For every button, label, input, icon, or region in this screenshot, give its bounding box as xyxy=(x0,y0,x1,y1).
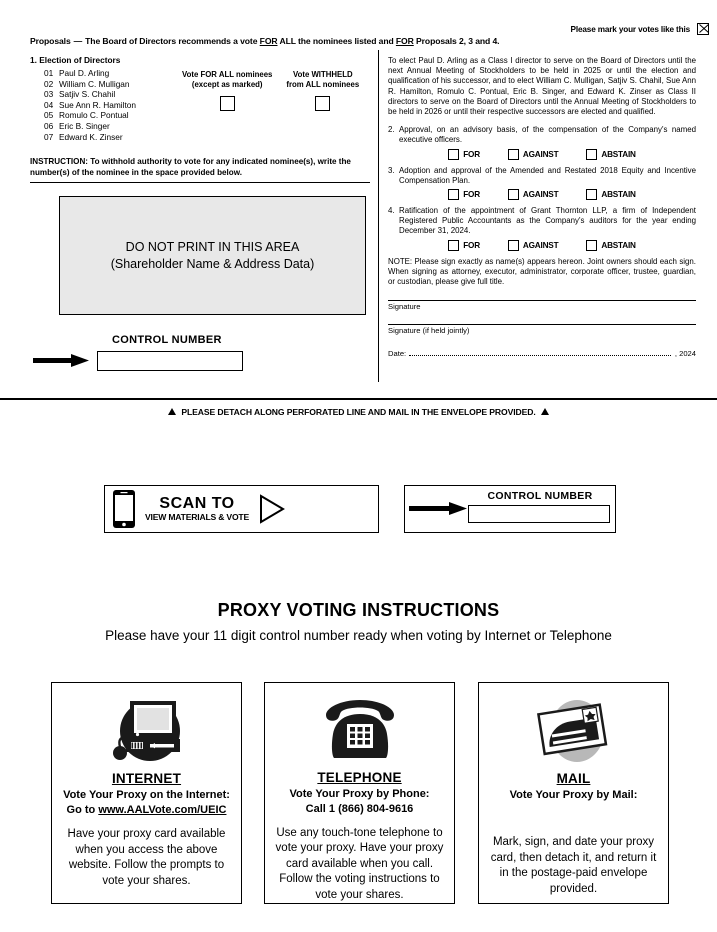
method-box-internet xyxy=(51,682,242,904)
proposal-4-choices xyxy=(388,240,696,251)
nominee-number: 02 xyxy=(44,78,54,89)
withhold-instruction-text: INSTRUCTION: To withhold authority to vote for any indicated nominee(s), write the number(s) of the nominee in the space provided below. xyxy=(30,157,351,178)
right-column xyxy=(388,56,696,358)
scan-line-1: SCAN TO xyxy=(159,495,235,512)
scan-text xyxy=(145,495,249,523)
signature-joint-line[interactable] xyxy=(388,324,696,325)
signature-line[interactable] xyxy=(388,300,696,301)
proposal-4-for[interactable] xyxy=(448,240,480,251)
do-not-print-area xyxy=(59,196,366,315)
choice-label: FOR xyxy=(463,240,480,250)
choice-label: AGAINST xyxy=(522,149,559,159)
vote-withheld-label-line2: from ALL nominees xyxy=(286,80,360,89)
election-of-directors-title: 1. Election of Directors xyxy=(30,55,121,65)
proposal-3-text: Adoption and approval of the Amended and Restated 2018 Equity and Incentive Compensation Plan. xyxy=(399,165,696,185)
scan-to-vote-box[interactable] xyxy=(104,485,379,533)
control-number-field-top[interactable] xyxy=(97,351,243,371)
choice-label: FOR xyxy=(463,149,480,159)
method-sub-mail: Vote Your Proxy by Mail: xyxy=(509,789,638,801)
checkbox-icon[interactable] xyxy=(508,189,519,200)
proposal-3-number: 3. xyxy=(388,165,395,175)
checkbox-icon[interactable] xyxy=(448,240,459,251)
proposal-4-number: 4. xyxy=(388,206,395,216)
control-number-label-top: CONTROL NUMBER xyxy=(112,334,222,346)
checkbox-icon[interactable] xyxy=(586,149,597,160)
telephone-icon xyxy=(320,693,400,766)
nominee-name: Romulo C. Pontual xyxy=(59,110,129,121)
list-item xyxy=(44,110,182,121)
nominee-number: 04 xyxy=(44,99,54,110)
list-item xyxy=(44,132,182,143)
elect-directors-paragraph: To elect Paul D. Arling as a Class I director to serve on the Board of Directors until the next Annual Meeting of Stockholders to be held in 2025 or until the election and qualification of his successor, and to elect William C. Mulligan, Satjiv S. Chahil, Sue Ann R. Hamilton, Romulo C. Pontual, Eric B. Singer, and Edward K. Zinser as Class II directors to serve on the Board of Directors until the Annual Meeting of Stockholders to be held in 2026 or until their respective successors are elected and qualified. xyxy=(388,56,696,117)
play-triangle-icon xyxy=(259,494,285,524)
checkbox-icon[interactable] xyxy=(586,240,597,251)
choice-label: ABSTAIN xyxy=(601,240,636,250)
checkbox-icon[interactable] xyxy=(448,189,459,200)
nominee-number: 03 xyxy=(44,89,54,100)
column-divider xyxy=(378,50,379,382)
choice-label: ABSTAIN xyxy=(601,190,636,200)
method-title-mail: MAIL xyxy=(556,771,591,786)
proposal-2-for[interactable] xyxy=(448,149,480,160)
proposal-3 xyxy=(388,166,696,186)
list-item xyxy=(44,68,182,79)
scan-line-2: VIEW MATERIALS & VOTE xyxy=(145,512,250,522)
method-title-telephone: TELEPHONE xyxy=(317,769,402,785)
method-title-internet: INTERNET xyxy=(111,771,182,786)
vote-for-all-label-line2: (except as marked) xyxy=(191,80,263,89)
vote-options xyxy=(182,68,359,111)
signature-block xyxy=(388,300,696,311)
nominee-name: Edward K. Zinser xyxy=(59,131,123,142)
triangle-up-icon xyxy=(168,408,176,415)
method-sub-telephone: Vote Your Proxy by Phone: xyxy=(289,787,430,800)
nominee-number: 01 xyxy=(44,68,54,78)
choice-label: AGAINST xyxy=(522,240,559,250)
list-item xyxy=(44,89,182,100)
proposals-header-c: Proposals 2, 3 and 4. xyxy=(413,36,500,46)
proposal-3-choices xyxy=(388,189,696,200)
method-url-line xyxy=(67,803,227,818)
proposals-header-dash: — xyxy=(73,36,83,46)
proposal-3-against[interactable] xyxy=(508,189,558,200)
x-box-icon xyxy=(697,23,709,35)
date-label: Date: xyxy=(388,349,407,359)
proposal-2 xyxy=(388,125,696,145)
mark-votes-label: Please mark your votes like this xyxy=(570,24,690,34)
vote-for-all-label-line1: Vote FOR ALL nominees xyxy=(182,70,273,79)
detach-instruction-label: PLEASE DETACH ALONG PERFORATED LINE AND MAIL IN THE ENVELOPE PROVIDED. xyxy=(181,407,536,417)
nominee-name: Eric B. Singer xyxy=(59,120,110,131)
smartphone-icon xyxy=(113,490,135,528)
proposal-3-abstain[interactable] xyxy=(586,189,635,200)
signature-label: Signature xyxy=(388,302,421,312)
signature-note: NOTE: Please sign exactly as name(s) appears hereon. Joint owners should each sign. When signing as attorney, executor, administrator, corporate officer, trustee, guardian, or custodian, please give full title. xyxy=(388,256,696,287)
proposal-4-abstain[interactable] xyxy=(586,240,635,251)
checkbox-icon[interactable] xyxy=(586,189,597,200)
nominee-name: Sue Ann R. Hamilton xyxy=(59,99,137,110)
left-column xyxy=(30,55,370,178)
detach-instruction xyxy=(0,407,717,417)
choice-label: AGAINST xyxy=(522,190,559,200)
list-item xyxy=(44,79,182,90)
date-year: , 2024 xyxy=(674,349,696,359)
list-item xyxy=(44,100,182,111)
do-not-print-line1: DO NOT PRINT IN THIS AREA xyxy=(125,239,300,254)
choice-label: ABSTAIN xyxy=(601,149,636,159)
proposal-2-number: 2. xyxy=(388,125,395,135)
page-title: PROXY VOTING INSTRUCTIONS xyxy=(217,600,500,620)
perforation-rule xyxy=(0,398,717,400)
vote-withheld-checkbox[interactable] xyxy=(315,96,330,111)
vote-withheld-label-line1: Vote WITHHELD xyxy=(292,70,353,79)
proposals-header-for-2: FOR xyxy=(395,36,414,46)
proposal-2-text: Approval, on an advisory basis, of the compensation of the Company's named executive officers. xyxy=(399,125,696,145)
control-number-label-bottom: CONTROL NUMBER xyxy=(487,490,593,502)
vote-for-all-checkbox[interactable] xyxy=(220,96,235,111)
list-item xyxy=(44,121,182,132)
method-box-telephone xyxy=(264,682,455,904)
method-body-internet: Have your proxy card available when you access the above website. Follow the prompts to vote your shares. xyxy=(67,828,226,887)
nominee-number: 05 xyxy=(44,110,54,121)
signature-joint-label: Signature (if held jointly) xyxy=(388,326,470,336)
triangle-up-icon xyxy=(541,408,549,415)
checkbox-icon[interactable] xyxy=(508,149,519,160)
proposal-4 xyxy=(388,206,696,237)
proxy-card xyxy=(0,0,717,398)
nominee-number: 07 xyxy=(44,131,54,142)
proposal-4-against[interactable] xyxy=(508,240,558,251)
checkbox-icon[interactable] xyxy=(508,240,519,251)
control-number-field-bottom[interactable] xyxy=(468,505,610,523)
arrow-right-icon xyxy=(33,354,89,367)
method-box-mail xyxy=(478,682,669,904)
page-subtitle: Please have your 11 digit control number ready when voting by Internet or Telephone xyxy=(105,628,612,643)
choice-label: FOR xyxy=(463,190,480,200)
proposal-2-abstain[interactable] xyxy=(586,149,635,160)
proposal-2-choices xyxy=(388,149,696,160)
proposal-4-text: Ratification of the appointment of Grant Thornton LLP, a firm of Independent Registered Public Accountants as the Company's auditors for the year ending December 31, 2024. xyxy=(399,206,696,236)
proposals-header-for-1: FOR xyxy=(259,36,278,46)
method-body-telephone: Use any touch-tone telephone to vote your proxy. Have your proxy card available when you call. Follow the voting instructions to vote your shares. xyxy=(275,826,444,901)
vote-for-all-option xyxy=(182,70,272,111)
computer-icon xyxy=(104,693,190,767)
envelope-icon xyxy=(529,693,619,767)
mark-votes-note xyxy=(571,23,709,35)
nominee-number: 06 xyxy=(44,120,54,131)
nominee-name: William C. Mulligan xyxy=(59,78,130,89)
do-not-print-line2: (Shareholder Name & Address Data) xyxy=(110,256,315,271)
nominee-name: Satjiv S. Chahil xyxy=(59,89,116,100)
date-input-line[interactable] xyxy=(409,354,671,356)
write-in-line[interactable] xyxy=(30,182,370,183)
vote-withheld-option xyxy=(286,70,359,111)
go-to-label: Go to xyxy=(66,804,99,816)
method-body-mail: Mark, sign, and date your proxy card, then detach it, and return it in the postage-paid envelope provided. xyxy=(490,836,657,895)
method-sub-internet: Vote Your Proxy on the Internet: xyxy=(63,789,230,801)
nominee-name: Paul D. Arling xyxy=(59,68,110,78)
proposals-header-b: ALL the nominees listed and xyxy=(277,36,396,46)
vote-website-link[interactable]: www.AALVote.com/UEIC xyxy=(98,804,227,816)
arrow-right-icon xyxy=(409,502,467,515)
checkbox-icon[interactable] xyxy=(448,149,459,160)
method-phone-number: Call 1 (866) 804-9616 xyxy=(305,802,414,815)
proposal-2-against[interactable] xyxy=(508,149,558,160)
nominees-row xyxy=(30,68,370,142)
proposals-header-word: Proposals xyxy=(30,36,71,46)
proposals-header xyxy=(30,36,499,46)
date-row xyxy=(388,349,696,358)
proposals-header-a: The Board of Directors recommends a vote xyxy=(85,36,260,46)
signature-joint-block xyxy=(388,324,696,335)
nominee-list xyxy=(30,68,182,142)
proposal-3-for[interactable] xyxy=(448,189,480,200)
